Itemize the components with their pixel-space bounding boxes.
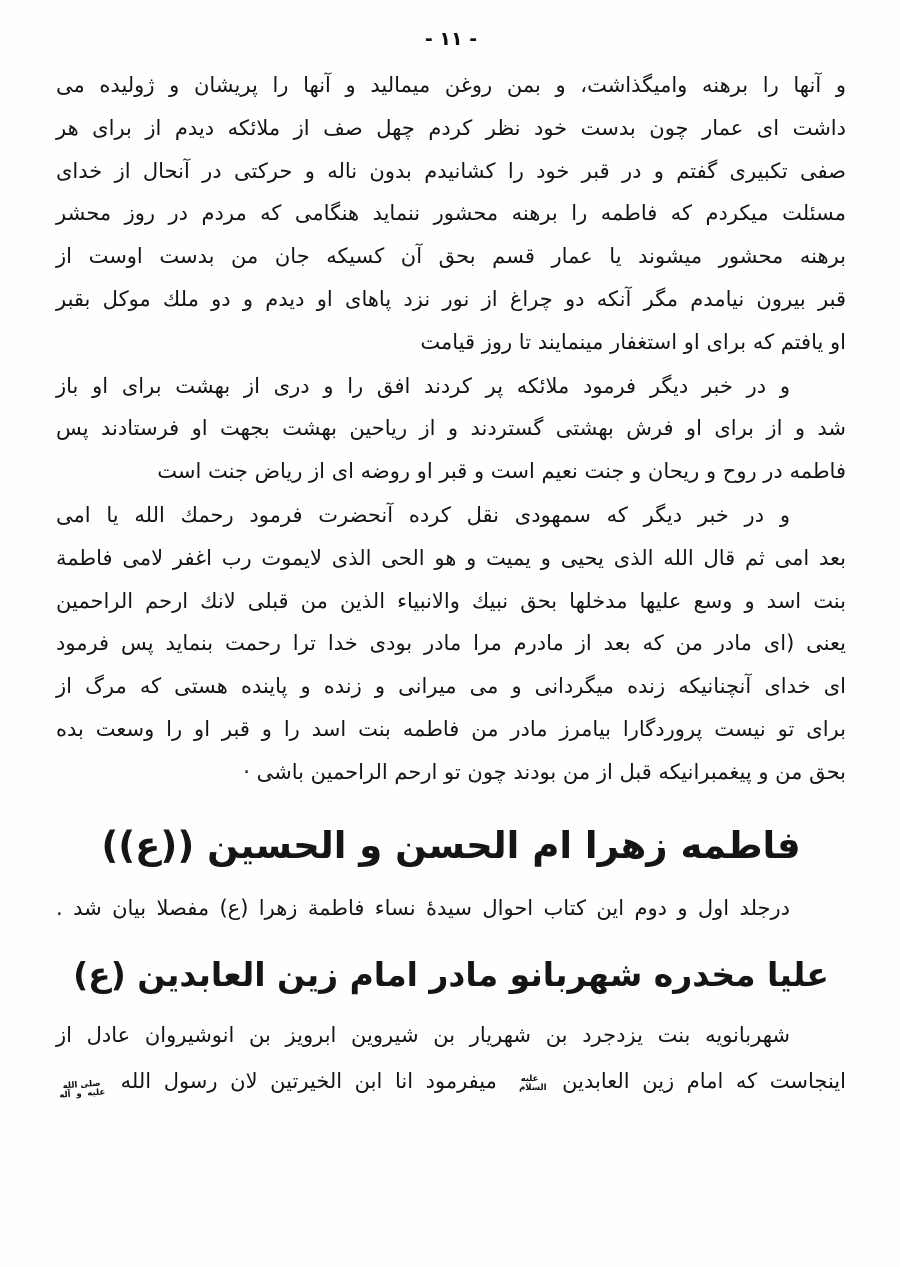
text-line: فاطمه در روح و ریحان و جنت نعیم است و قبر او روضه ای از ریاض جنت است <box>157 459 846 484</box>
text-line: صفی تکبیری گفتم و در قبر خود را کشانیدم بدون ناله و حرکتی در آنحال از خدای <box>56 158 846 183</box>
paragraph-shahrbanu-lineage <box>56 1014 846 1057</box>
paragraph-ammar-narration <box>56 64 846 364</box>
paragraph-reference-note <box>56 887 846 930</box>
text-line: یعنی (ای مادر من که بعد از مادرم مرا مادر بودی خدا ترا رحمت بنماید پس فرمود <box>56 631 846 656</box>
text-line: شهربانویه بنت یزدجرد بن شهریار بن شیروین ابرویز بن انوشیروان عادل از <box>56 1023 790 1048</box>
text-line: او یافتم که برای او استغفار مینمایند تا روز قیامت <box>420 329 846 354</box>
text-line-with-seals <box>56 1058 846 1104</box>
line-segment: میفرمود انا ابن الخیرتین لان رسول الله <box>120 1069 497 1094</box>
page-number: - ۱۱ - <box>424 28 478 50</box>
text-line: درجلد اول و دوم این کتاب احوال سیدهٔ نساء فاطمة زهرا (ع) مفصلا بیان شد . <box>56 895 790 920</box>
sallallahu-alayhi-seal: صلی الله علیه و آله <box>58 1078 106 1101</box>
text-line: بنت اسد و وسع علیها مدخلها بحق نبیك والانبیاء الذین من قبلی لانك ارحم الراحمین <box>56 588 846 613</box>
text-line: و در خبر دیگر که سمهودی نقل کرده آنحضرت فرمود رحمك الله یا امی <box>56 502 790 527</box>
text-line: بحق من و پیغمبرانیکه قبل از من بودند چون تو ارحم الراحمین باشی · <box>243 759 846 784</box>
text-line: ای خدای آنچنانیکه زنده میگردانی و می میرانی و زنده و پاینده هستی که مرگ از <box>56 674 846 699</box>
line-segment: اینجاست که امام زین العابدین <box>562 1069 846 1094</box>
section-heading-fatima-zahra: فاطمه زهرا ام الحسن و الحسین ((ع)) <box>101 823 801 867</box>
text-line: و در خبر دیگر فرمود ملائکه پر کردند افق را و دری از بهشت برای او باز <box>56 373 790 398</box>
text-line: شد و از برای او فرش بهشتی گستردند و از ریاحین بهشت بجهت او فرستادند پس <box>56 416 846 441</box>
text-line: مسئلت میکردم که فاطمه را برهنه محشور ننماید هنگامی که مردم در روز محشر <box>56 201 846 226</box>
text-line: قبر بیرون نیامدم مگر آنکه دو چراغ از نور نزد پاهای او دیدم و دو ملك موکل بقبر <box>56 286 846 311</box>
paragraph-samhudi-report <box>56 494 846 794</box>
text-line: برای تو نیست پروردگارا بیامرز مادر من فاطمه بنت اسد را و قبر او را وسعت بده <box>56 716 846 741</box>
alayhis-salam-seal: علیه السلام <box>519 1074 547 1094</box>
text-line: بعد امی ثم قال الله الذی یحیی و یمیت و هو الحی الذی لایموت رب اغفر لامی فاطمة <box>56 545 846 570</box>
text-line: و آنها را برهنه وامیگذاشت، و بمن روغن میمالید و آنها را پریشان و ژولیده می <box>56 73 846 97</box>
text-line: داشت ای عمار چون بدست خود نظر کردم چهل صف از ملائکه دیدم از برای هر <box>56 115 846 140</box>
paragraph-second-report <box>56 365 846 493</box>
section-heading-shahrbanu: علیا مخدره شهربانو مادر امام زین العابدین (ع) <box>73 955 829 995</box>
text-line: برهنه محشور میشوند یا عمار قسم بحق آن کسیکه جان من بدست اوست از <box>56 244 846 269</box>
